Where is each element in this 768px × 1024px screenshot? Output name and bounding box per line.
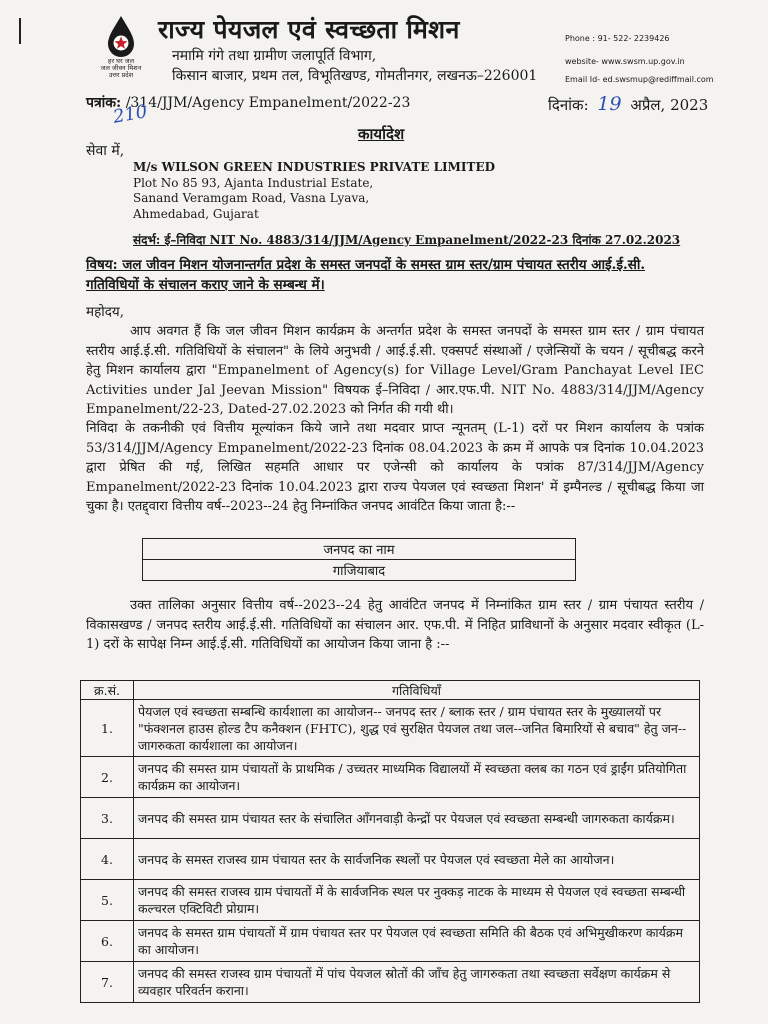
document-title: कार्यादेश bbox=[358, 125, 405, 143]
logo-caption-line-1: हर घर जल bbox=[108, 57, 134, 65]
district-table-value: गाजियाबाद bbox=[143, 560, 576, 581]
contact-email: Email Id- ed.swsmup@rediffmail.com bbox=[565, 75, 714, 84]
logo-caption-line-2: जल जीवन मिशन bbox=[100, 64, 142, 72]
subject-line: विषय: जल जीवन मिशन योजनान्तर्गत प्रदेश के समस्त जनपदों के समस्त ग्राम स्तर/ग्राम पंचायत स्तरीय आई.ई.सी. गतिविधियों के संचालन कराए जाने के सम्बन्ध में। bbox=[86, 257, 646, 293]
row-activity: जनपद की समस्त ग्राम पंचायत स्तर के संचालित आँगनवाड़ी केन्द्रों पर पेयजल एवं स्वच्छता सम्बन्धी जागरुकता कार्यक्रम। bbox=[134, 798, 700, 839]
row-serial: 2. bbox=[81, 757, 134, 798]
district-table bbox=[142, 538, 576, 581]
addressee-line: Ahmedabad, Gujarat bbox=[133, 206, 259, 221]
addressee-block bbox=[133, 160, 495, 222]
table-row bbox=[81, 798, 700, 839]
activities-table bbox=[80, 680, 700, 1003]
organization-address: किसान बाजार, प्रथम तल, विभूतिखण्ड, गोमतीनगर, लखनऊ–226001 bbox=[172, 68, 538, 84]
table-row bbox=[81, 700, 700, 757]
salutation: महोदय, bbox=[86, 304, 125, 320]
body-paragraph-2: निविदा के तकनीकी एवं वित्तीय मूल्यांकन किये जाने तथा मदवार प्राप्त न्यूनतम् (L-1) दरों पर मिशन कार्यालय के पत्रांक 53/314/JJM/Agency Empanelment/2022-23 दिनांक 08.04.2023 के क्रम में आपके पत्र दिनांक 10.04.2023 द्वारा प्रेषित की गई, लिखित सहमति आधार पर एजेन्सी को कार्यालय के पत्रांक 87/314/JJM/Agency Empanelment/2022-23 दिनांक 10.04.2023 द्वारा राज्य पेयजल एवं स्वच्छता मिशन' में इम्पैनल्ड / सूचीबद्ध किया जा चुका है। एतद्द्वारा वित्तीय वर्ष--2023--24 हेतु निम्नांकित जनपद आवंटित किया जाता है:-- bbox=[86, 421, 704, 514]
activities-header-activity: गतिविधियाँ bbox=[134, 681, 700, 700]
date-month-year: अप्रैल, 2023 bbox=[630, 96, 709, 114]
table-row bbox=[81, 757, 700, 798]
letter-number-value: /314/JJM/Agency Empanelment/2022-23 bbox=[125, 95, 411, 111]
jal-jeevan-mission-logo bbox=[98, 14, 144, 79]
table-row bbox=[81, 880, 700, 921]
contact-phone: Phone : 91- 522- 2239426 bbox=[565, 34, 670, 43]
table-row bbox=[81, 839, 700, 880]
addressee-company: M/s WILSON GREEN INDUSTRIES PRIVATE LIMITED bbox=[133, 160, 496, 174]
row-serial: 4. bbox=[81, 839, 134, 880]
addressee-line: Sanand Veramgam Road, Vasna Lyava, bbox=[133, 191, 370, 205]
row-activity: पेयजल एवं स्वच्छता सम्बन्धि कार्यशाला का आयोजन-- जनपद स्तर / ब्लाक स्तर / ग्राम पंचायत स्तर के मुख्यालयों पर "फंक्शनल हाउस होल्ड टैप कनैक्शन (FHTC), शुद्ध एवं सुरक्षित पेयजल तथा जल--जनित बिमारियों से बचाव" हेतु जन--जागरुकता कार्यशाला का आयोजन। bbox=[134, 700, 700, 757]
row-activity: जनपद के समस्त ग्राम पंचायतों में ग्राम पंचायत स्तर पर पेयजल एवं स्वच्छता समिति की बैठक एवं अभिमुखीकरण कार्यक्रम का आयोजन। bbox=[134, 921, 700, 962]
logo-caption-line-3: उत्तर प्रदेश bbox=[108, 71, 134, 79]
scan-edge-mark bbox=[19, 18, 21, 44]
department-name: नमामि गंगे तथा ग्रामीण जलापूर्ति विभाग, bbox=[172, 48, 377, 64]
water-drop-logo-icon bbox=[98, 14, 144, 58]
row-activity: जनपद के समस्त राजस्व ग्राम पंचायत स्तर के सार्वजनिक स्थलों पर पेयजल एवं स्वच्छता मेले का आयोजन। bbox=[134, 839, 700, 880]
table-row bbox=[81, 921, 700, 962]
letter-number-label: पत्रांक: bbox=[86, 95, 122, 111]
row-serial: 7. bbox=[81, 962, 134, 1003]
row-activity: जनपद की समस्त ग्राम पंचायतों के प्राथमिक / उच्चतर माध्यमिक विद्यालयों में स्वच्छता क्लब का गठन एवं ड्राईंग प्रतियोगिता कार्यक्रम का आयोजन। bbox=[134, 757, 700, 798]
row-serial: 3. bbox=[81, 798, 134, 839]
row-serial: 1. bbox=[81, 700, 134, 757]
contact-website: website- www.swsm.up.gov.in bbox=[565, 57, 685, 66]
row-activity: जनपद की समस्त राजस्व ग्राम पंचायतों में के सार्वजनिक स्थल पर नुक्कड़ नाटक के माध्यम से पेयजल एवं स्वच्छता सम्बन्धी कल्चरल एक्टिविटी प्रोग्राम। bbox=[134, 880, 700, 921]
recipient-prefix: सेवा में, bbox=[86, 143, 125, 159]
body-paragraph-3: उक्त तालिका अनुसार वित्तीय वर्ष--2023--24 हेतु आवंटित जनपद में निम्नांकित ग्राम स्तर / ग्राम पंचायत स्तरीय / विकासखण्ड / जनपद स्तरीय आई.ई.सी. गतिविधियों का संचालन आर. एफ.पी. में निहित प्राविधानों के अनुसार मदवार स्वीकृत (L-1) दरों के सापेक्ष निम्न आई.ई.सी. गतिविधियों का आयोजन किया जाना है :-- bbox=[86, 598, 704, 652]
date-label: दिनांक: bbox=[548, 96, 589, 114]
reference-line: संदर्भ: ई–निविदा NIT No. 4883/314/JJM/Agency Empanelment/2022-23 दिनांक 27.02.2023 bbox=[133, 233, 681, 247]
letter-date bbox=[548, 93, 708, 115]
body-paragraph-1: आप अवगत हैं कि जल जीवन मिशन कार्यक्रम के अन्तर्गत प्रदेश के समस्त जनपदों के समस्त ग्राम स्तर / ग्राम पंचायत स्तरीय आई.ई.सी. गतिविधियों के संचालन" के लिये अनुभवी / आई.ई.सी. एक्सपर्ट संस्थाओं / एजेन्सियों के चयन / सूचीबद्ध करने हेतु मिशन कार्यालय द्वारा "Empanelment of Agency(s) for Village Level/Gram Panchayat Level IEC Activities under Jal Jeevan Mission" विषयक ई–निविदा / आर.एफ.पी. NIT No. 4883/314/JJM/Agency Empanelment/22-23, Dated-27.02.2023 को निर्गत की गयी थी। bbox=[86, 324, 704, 417]
addressee-line: Plot No 85 93, Ajanta Industrial Estate, bbox=[133, 175, 374, 190]
row-serial: 5. bbox=[81, 880, 134, 921]
district-table-header: जनपद का नाम bbox=[143, 539, 576, 560]
row-activity: जनपद की समस्त राजस्व ग्राम पंचायतों में पांच पेयजल स्रोतों की जाँच हेतु जागरुकता तथा स्वच्छता सर्वेक्षण कार्यक्रम से व्यवहार परिवर्तन कराना। bbox=[134, 962, 700, 1003]
activities-header-serial: क्र.सं. bbox=[81, 681, 134, 700]
table-row bbox=[81, 962, 700, 1003]
row-serial: 6. bbox=[81, 921, 134, 962]
handwritten-reference-number: 210 bbox=[111, 101, 149, 128]
organization-name: राज्य पेयजल एवं स्वच्छता मिशन bbox=[158, 15, 460, 44]
handwritten-date-day: 19 bbox=[597, 93, 622, 115]
